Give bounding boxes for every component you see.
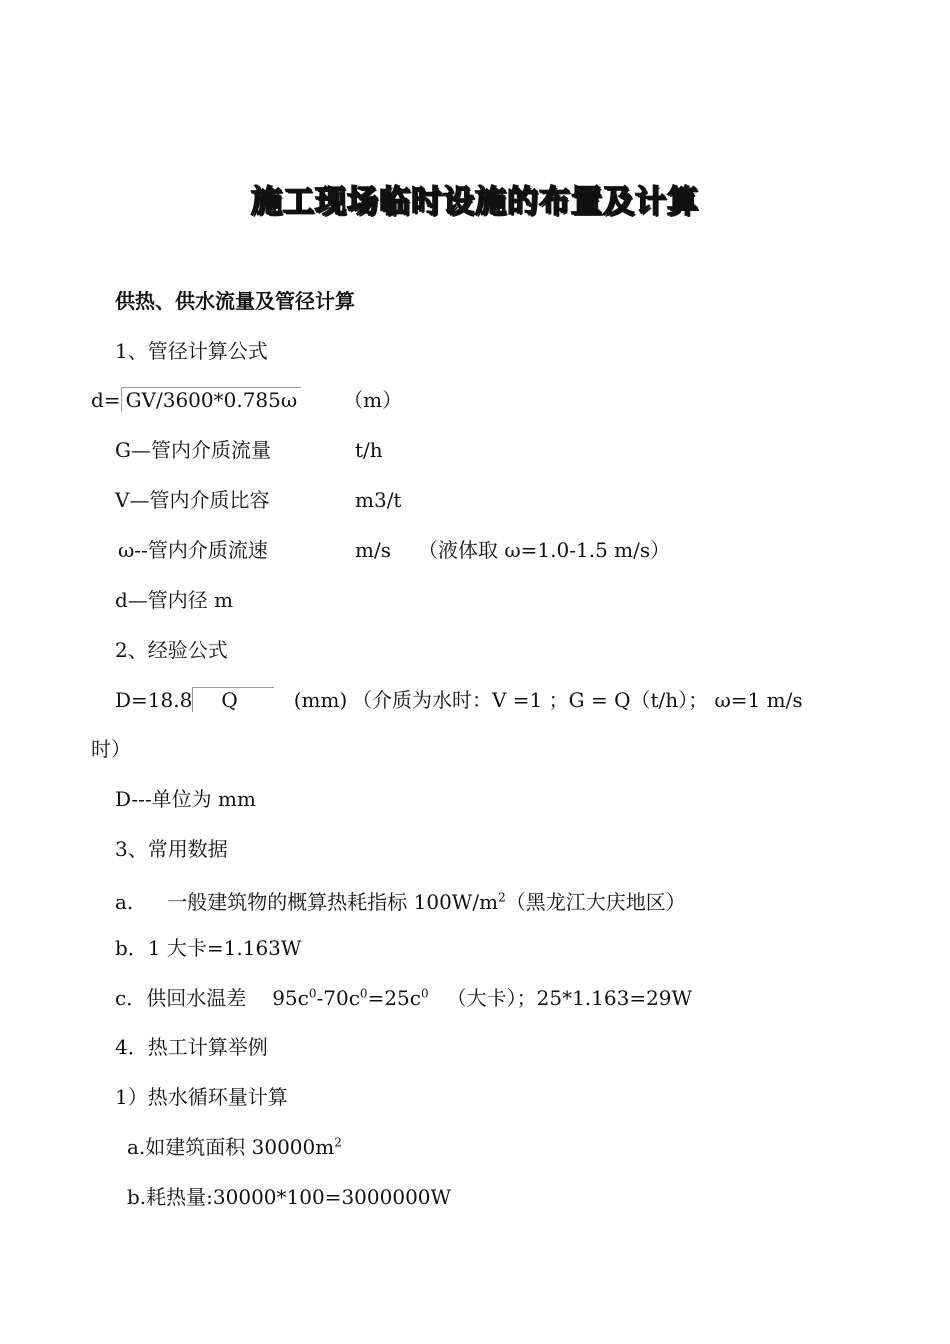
temp-supply: 95c — [272, 986, 309, 1010]
item-label: c．供回水温差 — [115, 986, 247, 1010]
def-d: d—管内径 m — [115, 588, 234, 612]
def-g-unit: t/h — [355, 438, 383, 462]
superscript: 0 — [359, 986, 368, 1001]
temp-note: （大卡）；25*1.163=29W — [446, 986, 693, 1010]
def-omega-note: （液体取 ω=1.0-1.5 m/s） — [418, 538, 671, 562]
formula-prefix: d= — [91, 388, 121, 412]
pipe-diameter-formula — [91, 387, 402, 413]
formula-note-cont: 时） — [91, 737, 131, 761]
superscript: 0 — [308, 986, 317, 1001]
superscript: 2 — [498, 890, 506, 905]
def-v-unit: m3/t — [355, 488, 402, 512]
formula-unit: (mm) — [293, 688, 348, 712]
item-label: a. — [115, 890, 134, 914]
heat-index-text: 一般建筑物的概算热耗指标 100W/m — [167, 890, 499, 914]
def-g — [115, 437, 271, 463]
heat-line: b.耗热量:30000*100=3000000W — [127, 1185, 452, 1209]
s3-heading: 3、常用数据 — [115, 837, 228, 861]
def-omega-unit: m/s — [355, 538, 391, 562]
def-v — [115, 487, 269, 513]
def-term: ω--管内介质流速 — [118, 538, 268, 562]
data-c — [115, 985, 692, 1011]
formula-note: （介质为水时：V =1 ；G = Q（t/h）； ω=1 m/s — [352, 688, 803, 712]
region-text: （黑龙江大庆地区） — [505, 890, 686, 914]
def-term: G—管内介质流量 — [115, 438, 271, 462]
superscript: 2 — [334, 1135, 342, 1150]
s2-heading: 2、经验公式 — [115, 638, 228, 662]
sqrt-formula-body: Q — [192, 687, 273, 712]
def-omega — [118, 537, 268, 563]
formula-unit: （m） — [343, 388, 403, 412]
s1-heading: 1、管径计算公式 — [115, 339, 268, 363]
sqrt-formula-body: GV/3600*0.785ω — [121, 387, 302, 412]
data-a — [115, 889, 686, 915]
def-term: V—管内介质比容 — [115, 488, 270, 512]
temp-return: -70c — [316, 986, 360, 1010]
def-D: D---单位为 mm — [115, 787, 256, 811]
temp-diff: =25c — [367, 986, 421, 1010]
s4-heading: 4．热工计算举例 — [115, 1035, 268, 1059]
area-text: a.如建筑面积 30000m — [127, 1135, 335, 1159]
page-title: 施工现场临时设施的布置及计算 — [251, 184, 699, 220]
data-b: b．1 大卡=1.163W — [115, 936, 302, 960]
superscript: 0 — [420, 986, 429, 1001]
s4-sub1: 1）热水循环量计算 — [115, 1085, 288, 1109]
area-line — [127, 1134, 342, 1160]
formula-prefix: D=18.8 — [115, 688, 193, 712]
empirical-formula — [115, 687, 347, 713]
section-heading: 供热、供水流量及管径计算 — [115, 289, 355, 313]
